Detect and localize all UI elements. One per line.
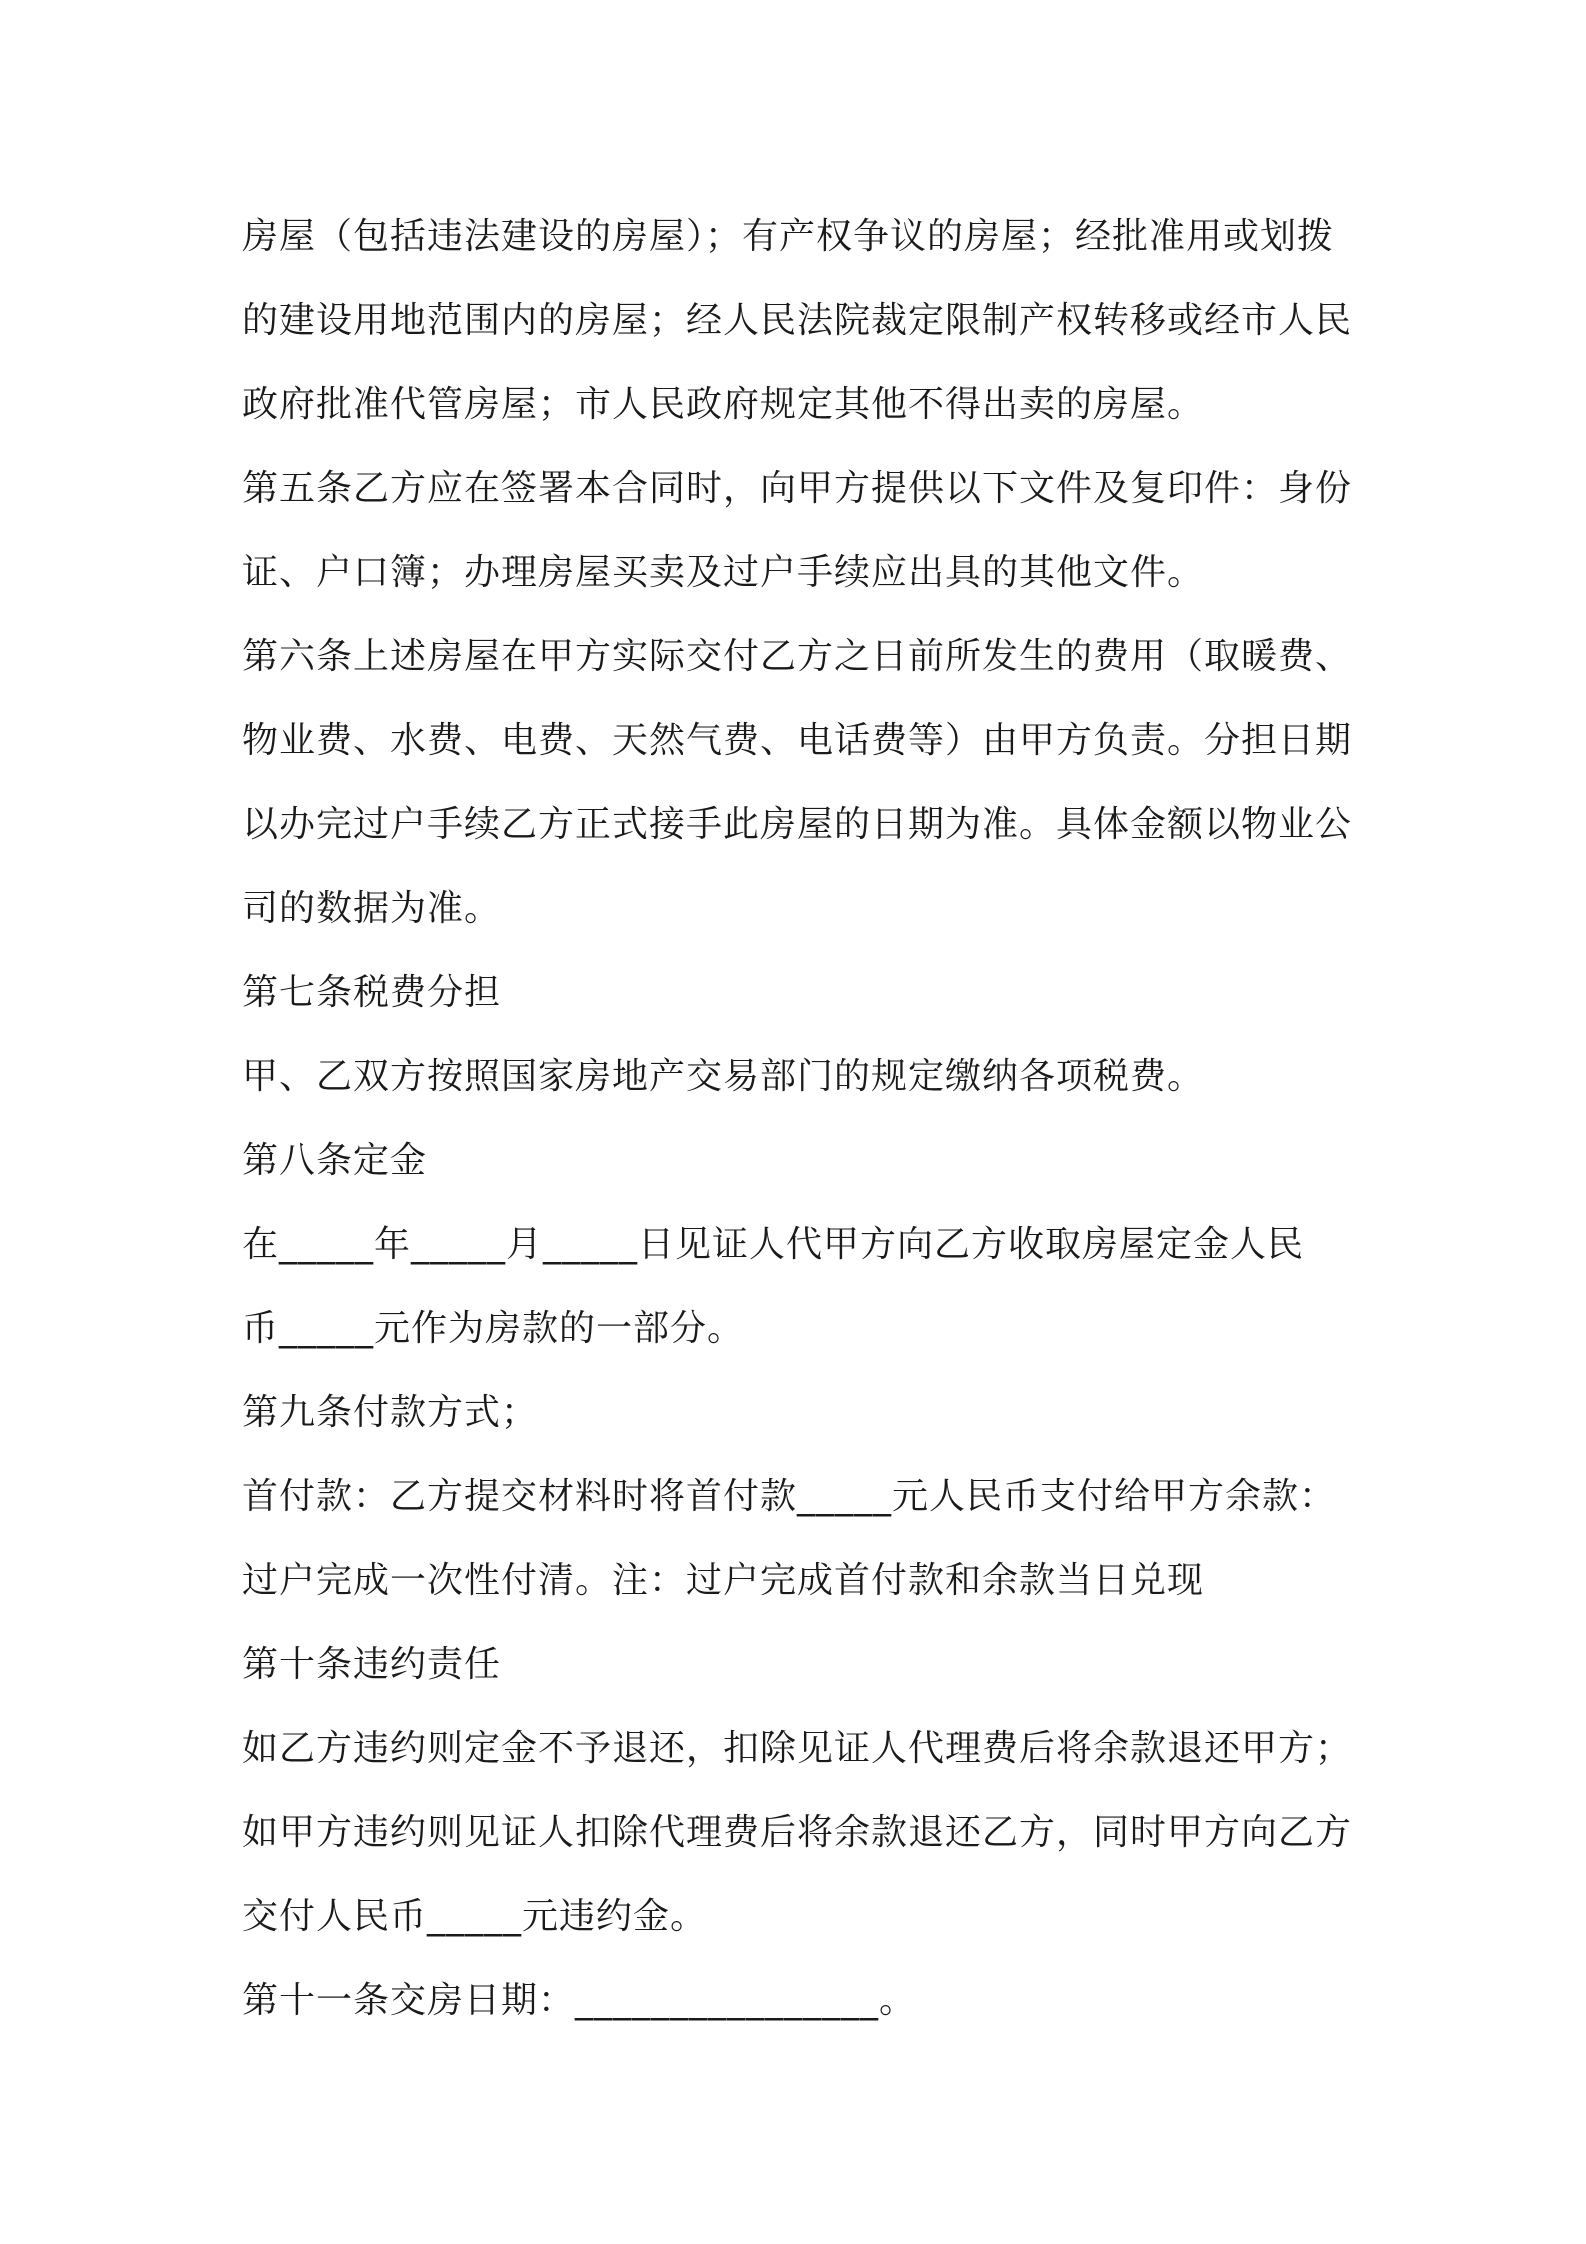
deposit-amount-line: 币_____元作为房款的一部分。 <box>242 1308 745 1349</box>
clause-10-heading: 第十条违约责任 <box>242 1644 502 1685</box>
clause-11-handover-date: 第十一条交房日期：________________。 <box>242 1980 917 2021</box>
clause-5-line: 第五条乙方应在签署本合同时，向甲方提供以下文件及复印件：身份 <box>242 468 1353 509</box>
text-line: 如乙方违约则定金不予退还，扣除见证人代理费后将余款退还甲方； <box>242 1728 1353 1769</box>
penalty-amount-line: 交付人民币_____元违约金。 <box>242 1896 708 1937</box>
text-line: 政府批准代管房屋；市人民政府规定其他不得出卖的房屋。 <box>242 384 1205 425</box>
text-line: 物业费、水费、电费、天然气费、电话费等）由甲方负责。分担日期 <box>242 720 1353 761</box>
text-line: 如甲方违约则见证人扣除代理费后将余款退还乙方，同时甲方向乙方 <box>242 1812 1353 1853</box>
contract-body <box>242 195 1362 2043</box>
text-line: 的建设用地范围内的房屋；经人民法院裁定限制产权转移或经市人民 <box>242 300 1353 341</box>
down-payment-line: 首付款：乙方提交材料时将首付款_____元人民币支付给甲方余款： <box>242 1476 1337 1517</box>
text-line: 房屋（包括违法建设的房屋）；有产权争议的房屋；经批准用或划拨 <box>242 216 1335 257</box>
clause-8-heading: 第八条定金 <box>242 1140 428 1181</box>
text-line: 过户完成一次性付清。注：过户完成首付款和余款当日兑现 <box>242 1560 1205 1601</box>
clause-6-line: 第六条上述房屋在甲方实际交付乙方之日前所发生的费用（取暖费、 <box>242 636 1353 677</box>
text-line: 司的数据为准。 <box>242 888 502 929</box>
deposit-date-line: 在_____年_____月_____日见证人代甲方向乙方收取房屋定金人民 <box>242 1224 1305 1265</box>
clause-9-heading: 第九条付款方式； <box>242 1392 539 1433</box>
clause-7-heading: 第七条税费分担 <box>242 972 502 1013</box>
text-line: 甲、乙双方按照国家房地产交易部门的规定缴纳各项税费。 <box>242 1056 1205 1097</box>
text-line: 证、户口簿；办理房屋买卖及过户手续应出具的其他文件。 <box>242 552 1205 593</box>
text-line: 以办完过户手续乙方正式接手此房屋的日期为准。具体金额以物业公 <box>242 804 1353 845</box>
